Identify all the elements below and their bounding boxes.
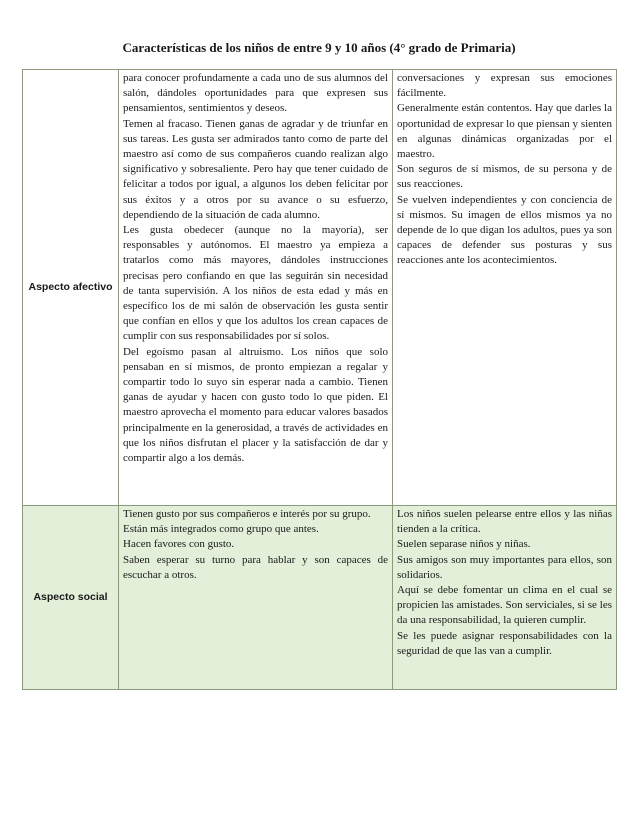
paragraph: Temen al fracaso. Tienen ganas de agradar y de triunfar en sus tareas. Les gusta ser admirados tanto como de parte del maestro así como de sus compañeros cuando realizan algo significativo y sobresaliente. Pero hay que tener cuidado de felicitar a todos por igual, a algunos los deben felicitar por sus éxitos y a otros por su avance o su esfuerzo, dependiendo de la situación de cada alumno. [123, 117, 388, 221]
row-label-social: Aspecto social [23, 506, 119, 690]
paragraph: para conocer profundamente a cada uno de sus alumnos del salón, dándoles oportunidades para que expresen sus pensamientos, sentimientos y deseos. [123, 72, 388, 115]
paragraph: Hacen favores con gusto. [123, 538, 235, 551]
paragraph: Saben esperar su turno para hablar y son capaces de escuchar a otros. [123, 553, 388, 581]
row-label-affective: Aspecto afectivo [23, 70, 119, 506]
paragraph: Se les puede asignar responsabilidades con la seguridad de que las van a cumplir. [397, 629, 612, 657]
paragraph: Aquí se debe fomentar un clima en el cual se propicien las amistades. Son serviciales, si se les da una responsabilidad, la quieren cumplir. [397, 584, 612, 627]
paragraph: Sus amigos son muy importantes para ellos, son solidarios. [397, 553, 612, 581]
paragraph: Suelen separase niños y niñas. [397, 538, 531, 551]
paragraph: Los niños suelen pelearse entre ellos y las niñas tienden a la crítica. [397, 508, 612, 536]
paragraph: conversaciones y expresan sus emociones fácilmente. [397, 72, 612, 100]
paragraph: Tienen gusto por sus compañeros e interés por su grupo. [123, 508, 371, 520]
page-title: Características de los niños de entre 9 y 10 años (4° grado de Primaria) [122, 40, 516, 55]
characteristics-table [22, 69, 617, 690]
social-column-2 [393, 506, 617, 690]
paragraph: Están más integrados como grupo que antes. [123, 523, 319, 536]
table-row-affective [23, 70, 617, 506]
social-column-1 [119, 506, 393, 690]
paragraph: Generalmente están contentos. Hay que darles la oportunidad de expresar lo que piensan y sienten en algunas dinámicas organizadas por el maestro. [397, 102, 612, 161]
affective-column-1 [119, 70, 393, 506]
affective-column-2 [393, 70, 617, 506]
table-row-social [23, 506, 617, 690]
paragraph: Son seguros de sí mismos, de su persona y de sus reacciones. [397, 163, 612, 191]
paragraph: Del egoísmo pasan al altruismo. Los niños que solo pensaban en sí mismos, de pronto empiezan a regalar y compartir todo lo suyo sin esperar nada a cambio. Tienen ganas de ayudar y hacen con gusto todo lo que piden. El maestro aprovecha el momento para educar valores basados principalmente en la generosidad, a través de actividades en que los niños disfrutan el placer y la satisfacción de dar y compartir algo a los demás. [123, 345, 388, 465]
paragraph: Se vuelven independientes y con conciencia de sí mismos. Su imagen de ellos mismos ya no depende de lo que digan los adultos, pues ya son capaces de defender sus posturas y sus reacciones ante los acontecimientos. [397, 193, 612, 267]
paragraph: Les gusta obedecer (aunque no la mayoría), ser responsables y autónomos. El maestro ya empieza a tratarlos como más mayores, dándoles instrucciones precisas pero confiando en que las seguirán sin necesidad de tanta supervisión. A los niños de esta edad y más en específico los de mi salón de observación les gusta sentir que confían en ellos y que los adultos los crean capaces de cumplir con sus responsabilidades por sí solos. [123, 224, 388, 343]
